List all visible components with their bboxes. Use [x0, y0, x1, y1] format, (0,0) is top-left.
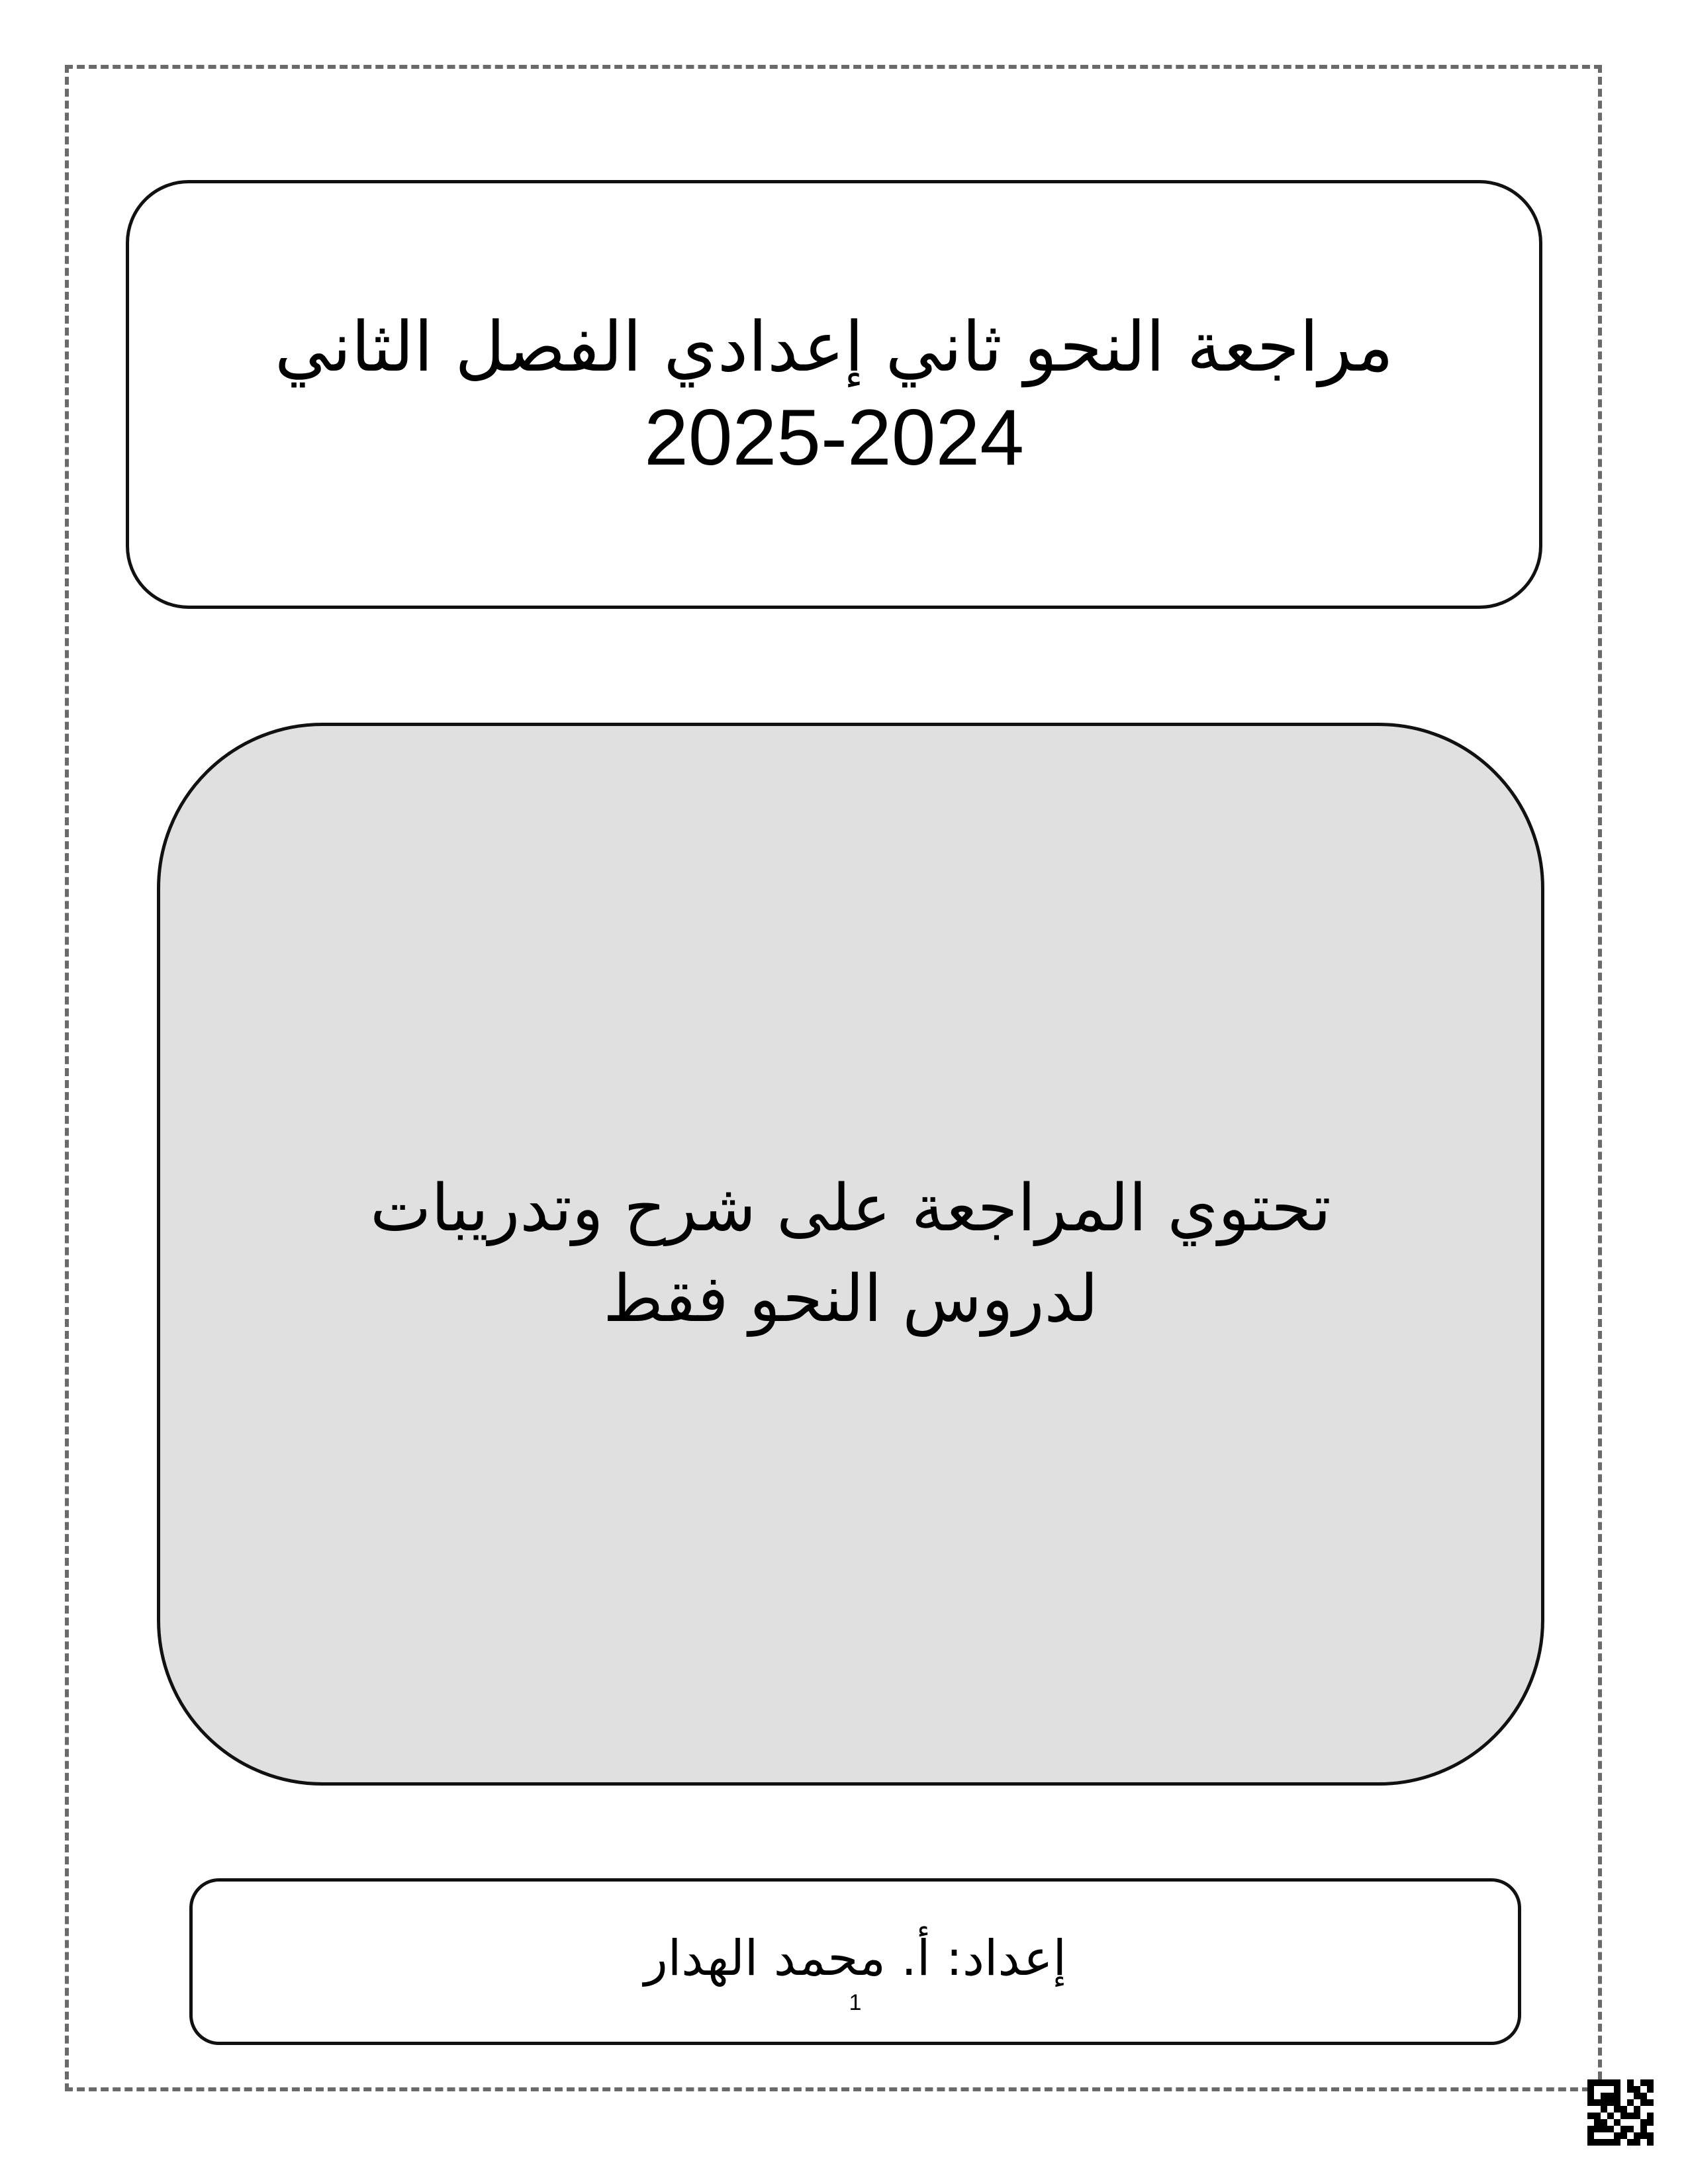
academic-year: 2025-2024 — [644, 393, 1024, 482]
author-credit: إعداد: أ. محمد الهدار — [643, 1929, 1067, 1987]
description-line-1: تحتوي المراجعة على شرح وتدريبات — [370, 1170, 1331, 1246]
description-line-2: لدروس النحو فقط — [603, 1261, 1098, 1337]
description-box — [157, 723, 1544, 1786]
title-box — [126, 180, 1542, 609]
document-title: مراجعة النحو ثاني إعدادي الفصل الثاني — [274, 306, 1394, 387]
qr-code-icon — [1587, 2079, 1654, 2146]
author-box — [189, 1878, 1521, 2045]
page-number: 1 — [849, 1990, 862, 2016]
